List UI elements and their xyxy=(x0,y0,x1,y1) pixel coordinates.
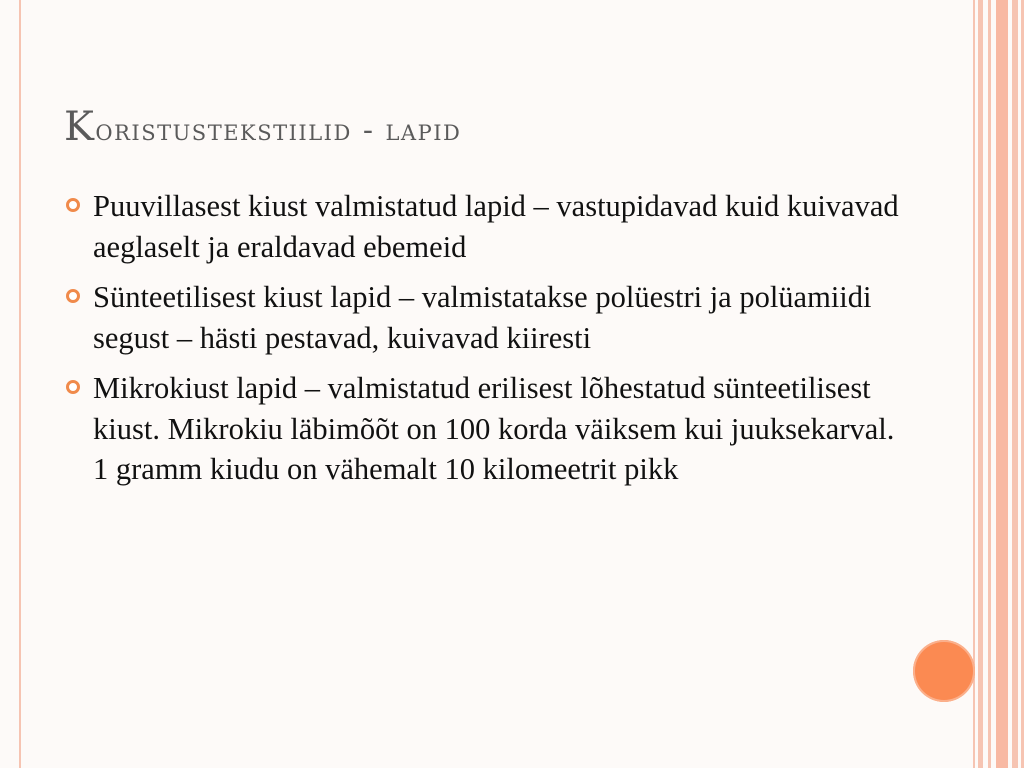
decorative-stripe xyxy=(988,0,991,768)
circle-bullet-icon xyxy=(66,380,80,394)
decorative-stripe xyxy=(1012,0,1018,768)
list-item xyxy=(64,368,904,490)
slide-title xyxy=(64,104,461,150)
decorative-stripe xyxy=(996,0,1008,768)
circle-bullet-icon xyxy=(66,289,80,303)
list-item xyxy=(64,186,904,267)
slide-title-initial: K xyxy=(64,104,96,150)
decorative-stripe xyxy=(978,0,983,768)
bullet-list xyxy=(64,186,904,500)
bullet-text: Puuvillasest kiust valmistatud lapid – vastupidavad kuid kuivavad aeglaselt ja eraldavad ebemeid xyxy=(93,189,899,264)
slide-title-rest: oristustekstiilid - lapid xyxy=(95,113,462,148)
bullet-text: Mikrokiust lapid – valmistatud erilisest lõhestatud sünteetilisest kiust. Mikrokiu läbimõõt on 100 korda väiksem kui juuksekarval. 1 gramm kiudu on vähemalt 10 kilomeetrit pikk xyxy=(93,371,895,486)
bullet-text: Sünteetilisest kiust lapid – valmistatakse polüestri ja polüamiidi segust – hästi pestavad, kuivavad kiiresti xyxy=(93,280,872,355)
list-item xyxy=(64,277,904,358)
circle-bullet-icon xyxy=(66,198,80,212)
orange-circle-decoration xyxy=(913,640,975,702)
